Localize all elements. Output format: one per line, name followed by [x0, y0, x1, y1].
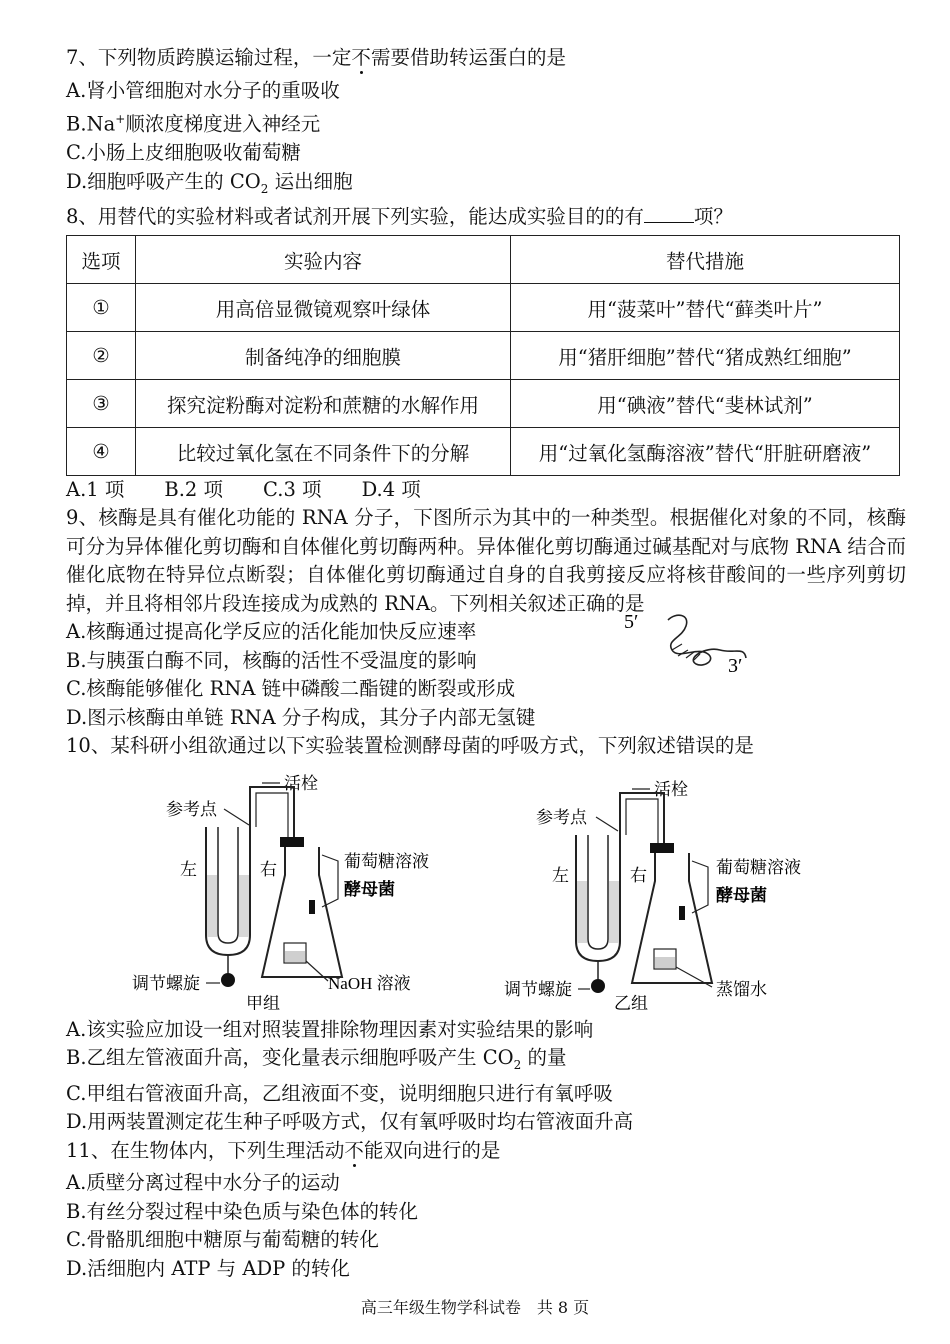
q11-stem: 11、在生物体内，下列生理活动不能双向进行的是	[66, 1138, 501, 1162]
q10-option-d: D.用两装置测定花生种子呼吸方式，仅有氧呼吸时均右管液面升高	[66, 1110, 634, 1134]
caption-jia: 甲组	[246, 993, 280, 1010]
q11-option-c: C.骨骼肌细胞中糖原与葡萄糖的转化	[66, 1228, 379, 1252]
q10-stem: 10、某科研小组欲通过以下实验装置检测酵母菌的呼吸方式，下列叙述错误的是	[66, 734, 754, 758]
q7-stem: 7、下列物质跨膜运输过程，一定不需要借助转运蛋白的是	[66, 46, 566, 69]
table-header: 实验内容	[136, 236, 511, 284]
q8-options	[66, 476, 906, 504]
page-footer: 高三年级生物学科试卷 共 8 页	[360, 1298, 590, 1317]
q9-stem: 9、核酶是具有催化功能的 RNA 分子，下图所示为其中的一种类型。根据催化对象的不同，核酶可分为异体催化剪切酶和自体催化剪切酶两种。异体催化剪切酶通过碱基配对与底物 RNA 结合而催化底物在特异位点断裂；自体催化剪切酶通过自身的自我剪接反应将核苷酸间的一些序列剪切掉，并且将相邻片段连接成为成熟的 RNA。下列相关叙述正确的是	[66, 506, 906, 615]
q8-table	[66, 235, 900, 476]
label-valve: 活栓	[284, 773, 318, 793]
label-right: 右	[260, 859, 277, 879]
q8-option-d: D.4 项	[361, 478, 421, 502]
q10-option-b: B.乙组左管液面升高，变化量表示细胞呼吸产生 $CO_2$ 的量	[66, 1046, 567, 1073]
table-row	[67, 284, 900, 332]
label-5-prime: 5′	[624, 611, 639, 634]
table-cell: ①	[67, 284, 136, 332]
table-header-row	[67, 236, 900, 284]
label-solution: 蒸馏水	[716, 979, 767, 999]
table-cell: ④	[67, 428, 136, 476]
label-3-prime: 3′	[728, 655, 743, 678]
table-cell: ③	[67, 380, 136, 428]
caption-yi: 乙组	[614, 993, 648, 1010]
table-cell: 用“菠菜叶”替代“藓类叶片”	[511, 284, 900, 332]
label-glucose: 葡萄糖溶液	[716, 857, 801, 877]
table-header: 替代措施	[511, 236, 900, 284]
apparatus-jia	[132, 774, 429, 1010]
q11-option-d: D.活细胞内 ATP 与 ADP 的转化	[66, 1256, 350, 1280]
label-ref-point: 参考点	[536, 807, 587, 827]
q8-option-b: B.2 项	[164, 478, 224, 502]
adjust-knob-icon	[591, 979, 605, 993]
q9-option-c: C.核酶能够催化 RNA 链中磷酸二酯键的断裂或形成	[66, 677, 516, 701]
table-cell: 制备纯净的细胞膜	[136, 332, 511, 380]
table-header: 选项	[67, 236, 136, 284]
table-row	[67, 428, 900, 476]
label-knob: 调节螺旋	[504, 979, 572, 999]
answer-blank	[644, 204, 694, 223]
label-yeast: 酵母菌	[716, 885, 767, 905]
q8-option-a: A.1 项	[66, 478, 125, 502]
table-cell: 用“过氧化氢酶溶液”替代“肝脏研磨液”	[511, 428, 900, 476]
table-cell: 用“碘液”替代“斐林试剂”	[511, 380, 900, 428]
q10-option-a: A.该实验应加设一组对照装置排除物理因素对实验结果的影响	[66, 1017, 594, 1041]
label-solution: NaOH 溶液	[328, 973, 411, 993]
table-row	[67, 332, 900, 380]
table-cell: 探究淀粉酶对淀粉和蔗糖的水解作用	[136, 380, 511, 428]
table-row	[67, 380, 900, 428]
q7-option-b: B.Na+顺浓度梯度进入神经元	[66, 112, 321, 136]
table-cell: 比较过氧化氢在不同条件下的分解	[136, 428, 511, 476]
label-left: 左	[180, 859, 197, 879]
q9-option-d: D.图示核酶由单链 RNA 分子构成，其分子内部无氢键	[66, 705, 536, 729]
label-right: 右	[630, 865, 647, 885]
table-cell: 用“猪肝细胞”替代“猪成熟红细胞”	[511, 332, 900, 380]
q8-option-c: C.3 项	[263, 478, 322, 502]
q9-option-a: A.核酶通过提高化学反应的活化能加快反应速率	[66, 620, 477, 644]
exam-page	[66, 44, 906, 1283]
q8-stem: 8、用替代的实验材料或者试剂开展下列实验，能达成实验目的的有 项？	[66, 204, 733, 228]
q7-option-a: A.肾小管细胞对水分子的重吸收	[66, 78, 340, 102]
table-cell: 用高倍显微镜观察叶绿体	[136, 284, 511, 332]
q11-option-b: B.有丝分裂过程中染色质与染色体的转化	[66, 1199, 419, 1223]
label-yeast: 酵母菌	[344, 879, 395, 899]
label-left: 左	[552, 865, 569, 885]
q10-apparatus-figure	[66, 765, 906, 1010]
label-ref-point: 参考点	[166, 799, 217, 819]
label-glucose: 葡萄糖溶液	[344, 851, 429, 871]
apparatus-yi	[504, 780, 801, 1010]
q10-option-c: C.甲组右管液面升高，乙组液面不变，说明细胞只进行有氧呼吸	[66, 1081, 613, 1105]
label-knob: 调节螺旋	[132, 973, 200, 993]
q9-options-block	[66, 611, 906, 732]
q7-option-c: C.小肠上皮细胞吸收葡萄糖	[66, 141, 301, 164]
q11-option-a: A.质壁分离过程中水分子的运动	[66, 1171, 340, 1195]
label-valve: 活栓	[654, 779, 688, 799]
ribozyme-figure	[616, 606, 796, 686]
q9-option-b: B.与胰蛋白酶不同，核酶的活性不受温度的影响	[66, 648, 477, 672]
table-cell: ②	[67, 332, 136, 380]
adjust-knob-icon	[221, 973, 235, 987]
q7-option-d: D.细胞呼吸产生的 $CO_2$ 运出细胞	[66, 169, 353, 196]
